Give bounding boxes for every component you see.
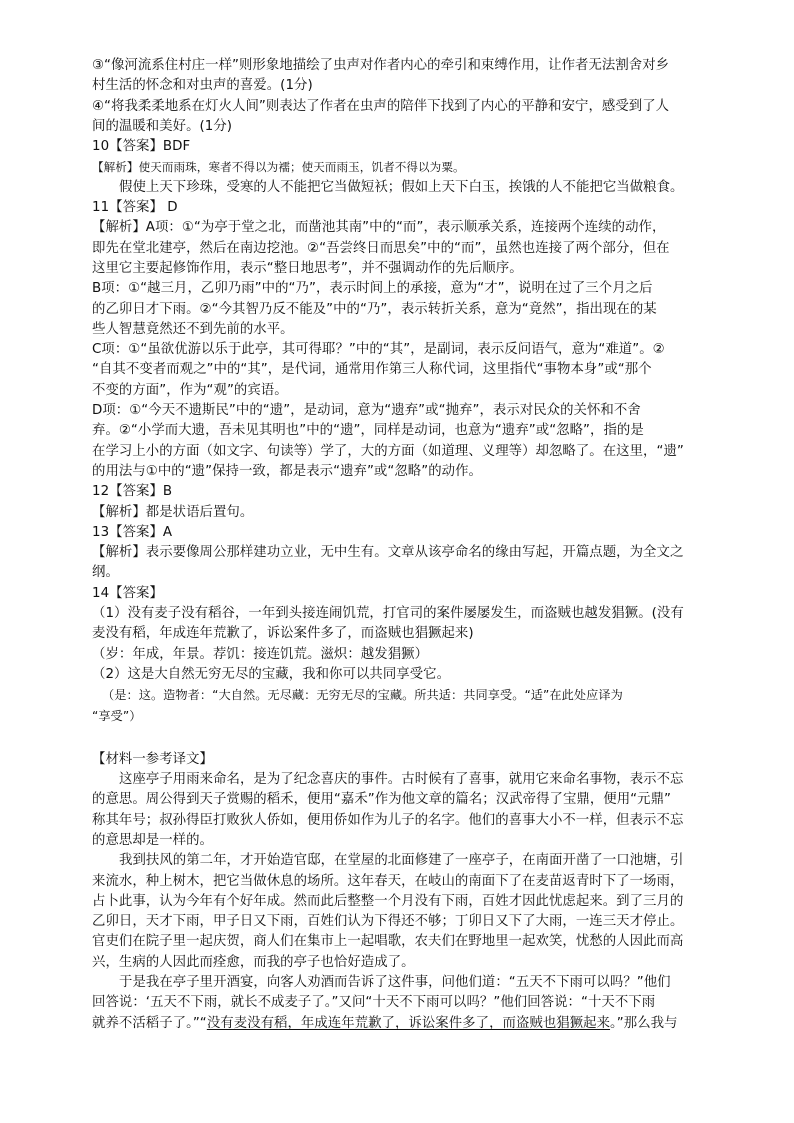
text-line: 假使上天下珍珠，受寒的人不能把它当做短袄；假如上天下白玉，挨饿的人不能把它当做粮食。 [119, 179, 684, 195]
text-line [92, 1014, 712, 1034]
text-line: 村生活的怀念和对虫声的喜爱。(1分) [92, 78, 313, 94]
text-line: （2）这是大自然无穷无尽的宝藏，我和你可以共同享受它。 [92, 666, 451, 682]
text-line: 称其年号；叔孙得臣打败狄人侨如，便用侨如作为儿子的名字。他们的喜事大小不一样，但表示不忘 [92, 812, 684, 828]
text-segment: 就养不活稻子了。”“ [92, 1015, 207, 1031]
text-line: （是：这。造物者：“大自然。无尽藏：无穷无尽的宝藏。所共适：共同享受。“适”在此处应译为 [102, 688, 623, 703]
answer-heading-13: 13【答案】A [92, 524, 173, 540]
text-line: 的意思。周公得到天子赏赐的稻禾，便用“嘉禾”作为他文章的篇名；汉武帝得了宝鼎，便用“元鼎” [92, 792, 672, 808]
section-gap [92, 726, 712, 750]
text-line: 兴，生病的人因此而痊愈，而我的亭子也恰好造成了。 [92, 954, 415, 970]
text-line: D项：①“今天不遗斯民”中的“遗”，是动词，意为“遗弃”或“抛弃”，表示对民众的关怀和不舍 [92, 403, 641, 419]
text-line: 纲。 [92, 565, 119, 581]
text-segment: 。”那么我与 [610, 1015, 678, 1031]
text-line: 麦没有稻，年成连年荒歉了，诉讼案件多了，而盗贼也猖獗起来) [92, 626, 474, 642]
text-line: ④“将我柔柔地系在灯火人间”则表达了作者在虫声的陪伴下找到了内心的平静和安宁，感受到了人 [92, 98, 670, 114]
text-line: 即先在堂北建亭，然后在南边挖池。②“吾尝终日而思矣”中的“而”，虽然也连接了两个部分，但在 [92, 240, 670, 256]
answer-document [92, 56, 712, 1034]
underlined-sentence: 没有麦没有稻，年成连年荒歉了，诉讼案件多了，而盗贼也猖獗起来 [206, 1015, 611, 1031]
text-line: 这座亭子用雨来命名，是为了纪念喜庆的事件。古时候有了喜事，就用它来命名事物，表示不忘 [119, 772, 684, 788]
text-line: 的用法与①中的“遗”保持一致，都是表示“遗弃”或“忽略”的动作。 [92, 463, 482, 479]
text-line: 乙卯日，天才下雨，甲子日又下雨，百姓们认为下得还不够；丁卯日又下了大雨，一连三天才停止。 [92, 914, 684, 930]
text-line: ③“像河流系住村庄一样”则形象地描绘了虫声对作者内心的牵引和束缚作用，让作者无法割舍对乡 [92, 58, 670, 73]
text-line: 我到扶风的第二年，才开始造官邸，在堂屋的北面修建了一座亭子，在南面开凿了一口池塘，引 [119, 853, 684, 869]
text-line: 的乙卯日才下雨。②“今其智乃反不能及”中的“乃”，表示转折关系，意为“竟然”，指出现在的某 [92, 301, 657, 317]
text-line: 在学习上小的方面（如文字、句读等）学了，大的方面（如道理、义理等）却忽略了。在这里，“遗” [92, 443, 684, 459]
text-line: 官吏们在院子里一起庆贺，商人们在集市上一起唱歌，农夫们在野地里一起欢笑，忧愁的人因此而高 [92, 934, 684, 950]
answer-heading-12: 12【答案】B [92, 484, 173, 500]
text-line: B项：①“越三月，乙卯乃雨”中的“乃”，表示时间上的承接，意为“才”，说明在过了三个月之后 [92, 281, 653, 297]
text-line: 来流水，种上树木，把它当做休息的场所。这年春天，在岐山的南面下了在麦苗返青时下了一场雨， [92, 873, 684, 889]
text-line: C项：①“虽欲优游以乐于此亭，其可得耶？”中的“其”，是副词，表示反问语气，意为“难道”。② [92, 342, 665, 358]
text-line: “自其不变者而观之”中的“其”，是代词，通常用作第三人称代词，这里指代“事物本身”或“那个 [92, 362, 652, 378]
text-line: 弃。②“小学而大遗，吾未见其明也”中的“遗”，同样是动词，也意为“遗弃”或“忽略”，指的是 [92, 423, 644, 439]
text-line: （岁：年成，年景。荐饥：接连饥荒。滋炽：越发猖獗） [92, 646, 429, 662]
text-line: 回答说：‘五天不下雨，就长不成麦子了。”又问“十天不下雨可以吗？”他们回答说：“十天不下雨 [92, 995, 656, 1011]
text-line: 【解析】都是状语后置句。 [92, 504, 254, 520]
answer-heading-11: 11【答案】 D [92, 200, 178, 216]
text-line: （1）没有麦子没有稻谷，一年到头接连闹饥荒，打官司的案件屡屡发生，而盗贼也越发猖獗。(没有 [92, 606, 684, 622]
answer-heading-10: 10【答案】BDF [92, 139, 191, 155]
text-line: 于是我在亭子里开酒宴，向客人劝酒而告诉了这件事，问他们道：“五天不下雨可以吗？”他们 [119, 975, 671, 991]
text-line: 占卜此事，认为今年有个好年成。然而此后整整一个月没有下雨，百姓才因此忧虑起来。到了三月的 [92, 893, 684, 909]
text-line: “享受”） [92, 708, 142, 723]
text-line: 些人智慧竟然还不到先前的水平。 [92, 321, 294, 337]
text-line: 不变的方面”，作为“观”的宾语。 [92, 382, 288, 398]
translation-heading: 【材料一参考译文】 [92, 751, 213, 767]
text-line: 间的温暖和美好。(1分) [92, 118, 233, 134]
text-line: 【解析】表示要像周公那样建功立业，无中生有。文章从该亭命名的缘由写起，开篇点题，为全文之 [92, 545, 684, 561]
analysis-classical-quote: 【解析】使天而雨珠，寒者不得以为襦；使天而雨玉，饥者不得以为粟。 [92, 160, 465, 175]
text-line: 的意思却是一样的。 [92, 832, 213, 848]
text-line: 这里它主要起修饰作用，表示“整日地思考”，并不强调动作的先后顺序。 [92, 260, 523, 276]
text-line: 【解析】A项：①“为亭于堂之北，而凿池其南”中的“而”，表示顺承关系，连接两个连续的动作， [92, 220, 666, 236]
answer-heading-14: 14【答案】 [92, 585, 163, 601]
